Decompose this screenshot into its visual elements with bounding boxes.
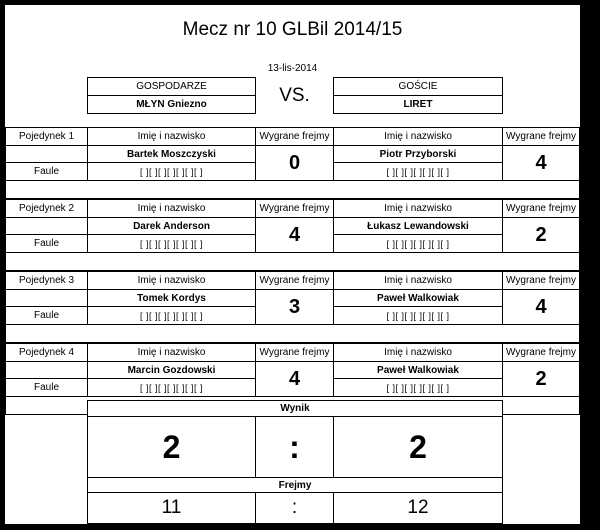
home-frames: 4 xyxy=(255,361,334,397)
away-name-header: Imię i nazwisko xyxy=(333,271,503,290)
home-frames-header: Wygrane frejmy xyxy=(255,343,334,362)
away-frames: 2 xyxy=(502,361,580,397)
duel-spacer xyxy=(5,217,88,235)
home-player: Tomek Kordys xyxy=(87,289,256,307)
home-name-header: Imię i nazwisko xyxy=(87,343,256,362)
home-player: Marcin Gozdowski xyxy=(87,361,256,379)
home-team: MŁYN Gniezno xyxy=(87,95,256,114)
away-foul-boxes: [ ][ ][ ][ ][ ][ ][ ] xyxy=(333,378,503,397)
away-frames: 4 xyxy=(502,289,580,325)
home-name-header: Imię i nazwisko xyxy=(87,271,256,290)
fouls-label: Faule xyxy=(5,306,88,325)
fouls-label: Faule xyxy=(5,378,88,397)
away-frames-header: Wygrane frejmy xyxy=(502,127,580,146)
home-foul-boxes: [ ][ ][ ][ ][ ][ ][ ] xyxy=(87,234,256,253)
score-sheet xyxy=(5,5,580,524)
frames-total-label: Frejmy xyxy=(87,477,503,493)
duel-label: Pojedynek 1 xyxy=(5,127,88,146)
away-player: Paweł Walkowiak xyxy=(333,289,503,307)
home-frames: 0 xyxy=(255,145,334,181)
duel-separator xyxy=(5,252,580,271)
home-frames: 4 xyxy=(255,217,334,253)
frames-total-away: 12 xyxy=(333,492,503,524)
away-name-header: Imię i nazwisko xyxy=(333,127,503,146)
away-frames-header: Wygrane frejmy xyxy=(502,343,580,362)
match-title: Mecz nr 10 GLBil 2014/15 xyxy=(182,19,403,40)
duel-separator xyxy=(5,324,580,343)
duel-label: Pojedynek 3 xyxy=(5,271,88,290)
home-frames-header: Wygrane frejmy xyxy=(255,271,334,290)
home-foul-boxes: [ ][ ][ ][ ][ ][ ][ ] xyxy=(87,162,256,181)
duel-spacer xyxy=(5,289,88,307)
away-header: GOŚCIE xyxy=(333,77,503,96)
home-foul-boxes: [ ][ ][ ][ ][ ][ ][ ] xyxy=(87,306,256,325)
away-frames-header: Wygrane frejmy xyxy=(502,199,580,218)
away-frames: 4 xyxy=(502,145,580,181)
home-name-header: Imię i nazwisko xyxy=(87,127,256,146)
result-away: 2 xyxy=(333,416,503,478)
result-colon: : xyxy=(255,416,334,478)
match-date: 13-lis-2014 xyxy=(267,62,318,74)
away-foul-boxes: [ ][ ][ ][ ][ ][ ][ ] xyxy=(333,306,503,325)
home-player: Bartek Moszczyski xyxy=(87,145,256,163)
home-name-header: Imię i nazwisko xyxy=(87,199,256,218)
frames-total-colon: : xyxy=(255,492,334,524)
duel-spacer xyxy=(5,361,88,379)
away-frames: 2 xyxy=(502,217,580,253)
away-foul-boxes: [ ][ ][ ][ ][ ][ ][ ] xyxy=(333,162,503,181)
fouls-label: Faule xyxy=(5,162,88,181)
away-name-header: Imię i nazwisko xyxy=(333,343,503,362)
result-home: 2 xyxy=(87,416,256,478)
duel-label: Pojedynek 4 xyxy=(5,343,88,362)
vs-label: VS. xyxy=(279,84,310,106)
home-frames-header: Wygrane frejmy xyxy=(255,127,334,146)
result-label: Wynik xyxy=(87,400,503,417)
home-frames: 3 xyxy=(255,289,334,325)
away-foul-boxes: [ ][ ][ ][ ][ ][ ][ ] xyxy=(333,234,503,253)
home-frames-header: Wygrane frejmy xyxy=(255,199,334,218)
away-team: LIRET xyxy=(333,95,503,114)
away-player: Paweł Walkowiak xyxy=(333,361,503,379)
home-foul-boxes: [ ][ ][ ][ ][ ][ ][ ] xyxy=(87,378,256,397)
frames-total-home: 11 xyxy=(87,492,256,524)
duel-separator xyxy=(5,180,580,199)
duel-label: Pojedynek 2 xyxy=(5,199,88,218)
away-player: Piotr Przyborski xyxy=(333,145,503,163)
away-frames-header: Wygrane frejmy xyxy=(502,271,580,290)
away-name-header: Imię i nazwisko xyxy=(333,199,503,218)
duel-spacer xyxy=(5,145,88,163)
away-player: Łukasz Lewandowski xyxy=(333,217,503,235)
fouls-label: Faule xyxy=(5,234,88,253)
home-player: Darek Anderson xyxy=(87,217,256,235)
home-header: GOSPODARZE xyxy=(87,77,256,96)
